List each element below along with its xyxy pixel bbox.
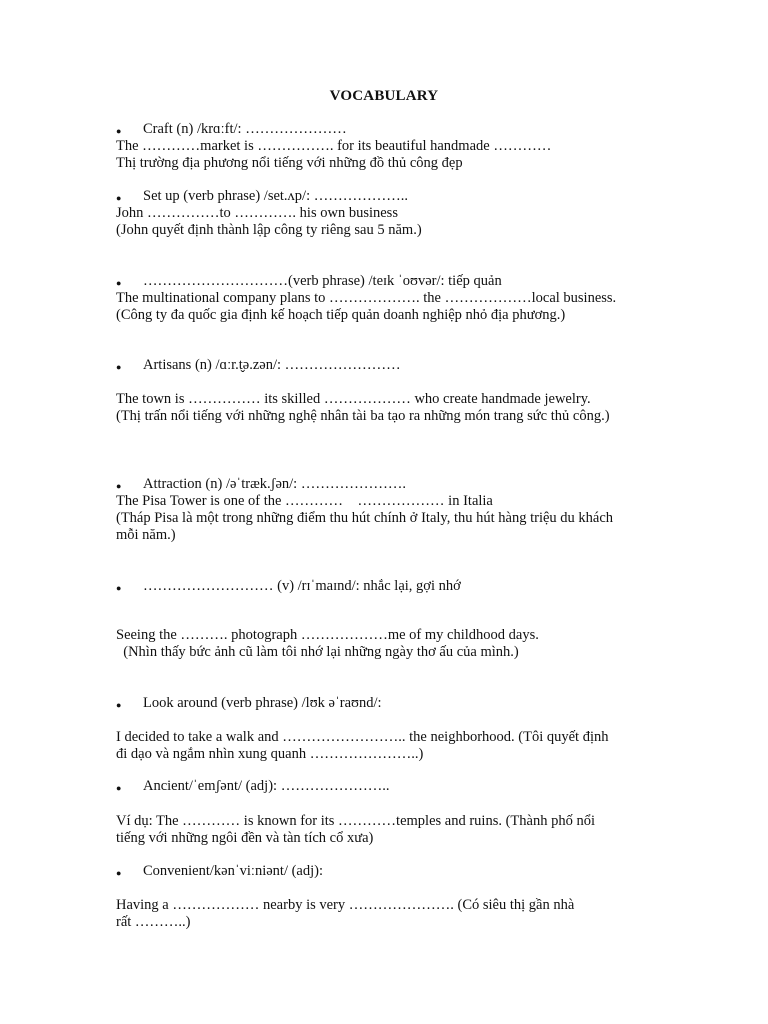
example-sentence: The town is …………… its skilled ……………… who create handmade jewelry. — [116, 391, 591, 407]
vocab-term-take-over: …………………………(verb phrase) /teɪk ˈoʊvər/: tiếp quản — [143, 273, 502, 289]
translation-line: (Thị trấn nổi tiếng với những nghệ nhân tài ba tạo ra những món trang sức thủ công.) — [116, 408, 610, 424]
vocab-term-artisans: Artisans (n) /ɑːr.t̬ə.zən/: …………………… — [143, 357, 401, 373]
bullet-marker: ● — [116, 700, 122, 710]
translation-line: tiếng với những ngôi đền và tàn tích cổ xưa) — [116, 830, 374, 846]
example-sentence: Ví dụ: The ………… is known for its …………temples and ruins. (Thành phố nổi — [116, 813, 595, 829]
vocab-term-remind: ……………………… (v) /rɪˈmaɪnd/: nhắc lại, gợi nhớ — [143, 578, 461, 594]
bullet-marker: ● — [116, 783, 122, 793]
bullet-marker: ● — [116, 481, 122, 491]
translation-line: (Tháp Pisa là một trong những điểm thu hút chính ở Italy, thu hút hàng triệu du khách — [116, 510, 614, 526]
example-sentence: Having a ……………… nearby is very …………………. (Có siêu thị gần nhà — [116, 897, 575, 913]
example-sentence: John ……………to …………. his own business — [116, 205, 398, 221]
example-sentence: The multinational company plans to ………………. the ………………local business. — [116, 290, 617, 306]
bullet-marker: ● — [116, 126, 122, 136]
vocab-term-attraction: Attraction (n) /əˈtræk.ʃən/: …………………. — [143, 476, 406, 492]
vocab-term-set-up: Set up (verb phrase) /set.ʌp/: ……………….. — [143, 188, 408, 204]
bullet-marker: ● — [116, 193, 122, 203]
bullet-marker: ● — [116, 278, 122, 288]
bullet-marker: ● — [116, 362, 122, 372]
example-sentence-continuation: rất ………..) — [116, 914, 191, 930]
translation-line: (Nhìn thấy bức ảnh cũ làm tôi nhớ lại những ngày thơ ấu của mình.) — [116, 644, 519, 660]
page-title: VOCABULARY — [329, 88, 439, 104]
translation-line: mỗi năm.) — [116, 527, 176, 543]
translation-line: Thị trường địa phương nổi tiếng với những đồ thủ công đẹp — [116, 155, 463, 171]
example-sentence: The …………market is ……………. for its beautiful handmade ………… — [116, 138, 552, 154]
vocab-term-convenient: Convenient/kənˈviːniənt/ (adj): — [143, 863, 323, 879]
example-sentence: Seeing the ………. photograph ………………me of my childhood days. — [116, 627, 539, 643]
bullet-marker: ● — [116, 583, 122, 593]
example-sentence: The Pisa Tower is one of the ………… ……………… in Italia — [116, 493, 493, 509]
translation-line: đi dạo và ngắm nhìn xung quanh …………………..) — [116, 746, 424, 762]
example-sentence: I decided to take a walk and …………………….. the neighborhood. (Tôi quyết định — [116, 729, 609, 745]
translation-line: (John quyết định thành lập công ty riêng sau 5 năm.) — [116, 222, 422, 238]
translation-line: (Công ty đa quốc gia định kế hoạch tiếp quản doanh nghiệp nhỏ địa phương.) — [116, 307, 566, 323]
vocab-term-craft: Craft (n) /krɑːft/: ………………… — [143, 121, 347, 137]
bullet-marker: ● — [116, 868, 122, 878]
vocab-term-look-around: Look around (verb phrase) /lʊk əˈraʊnd/: — [143, 695, 382, 711]
vocab-term-ancient: Ancient/ˈemʃənt/ (adj): ………………….. — [143, 778, 390, 794]
